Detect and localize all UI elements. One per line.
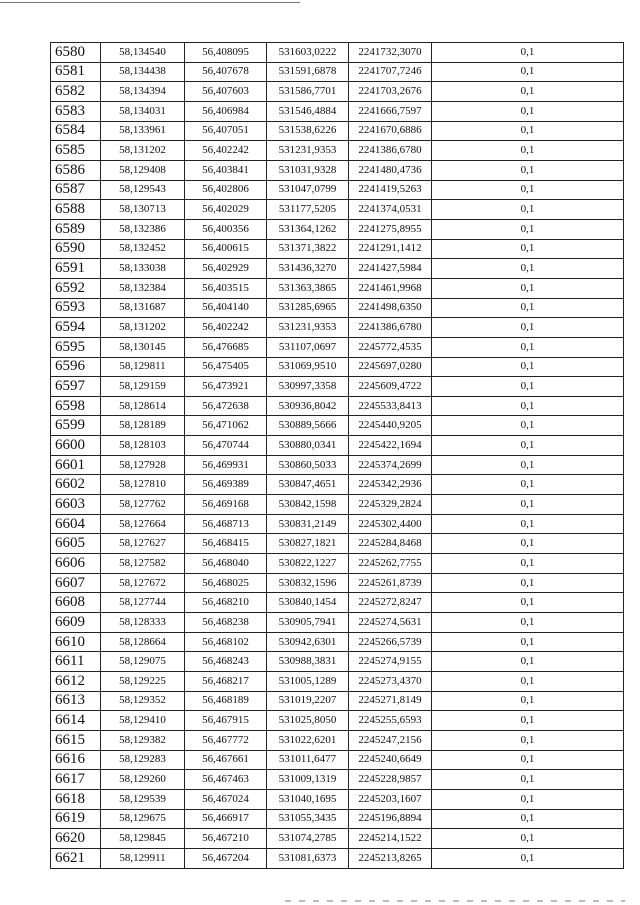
y-coordinate-cell: 2245266,5739 <box>349 632 432 652</box>
x-coordinate-cell: 530936,8042 <box>267 396 349 416</box>
x-coordinate-cell: 530997,3358 <box>267 377 349 397</box>
table-row <box>51 101 624 121</box>
table-row <box>51 377 624 397</box>
longitude-cell: 56,402242 <box>185 318 267 338</box>
point-number-cell: 6601 <box>51 455 101 475</box>
table-row <box>51 62 624 82</box>
latitude-cell: 58,129075 <box>101 652 185 672</box>
latitude-cell: 58,129260 <box>101 770 185 790</box>
longitude-cell: 56,468040 <box>185 554 267 574</box>
latitude-cell: 58,129352 <box>101 691 185 711</box>
table-row <box>51 573 624 593</box>
y-coordinate-cell: 2241386,6780 <box>349 318 432 338</box>
point-number-cell: 6599 <box>51 416 101 436</box>
latitude-cell: 58,127762 <box>101 495 185 515</box>
latitude-cell: 58,131202 <box>101 141 185 161</box>
point-number-cell: 6584 <box>51 121 101 141</box>
y-coordinate-cell: 2245422,1694 <box>349 436 432 456</box>
x-coordinate-cell: 531107,0697 <box>267 337 349 357</box>
accuracy-cell: 0,1 <box>432 62 624 82</box>
table-row <box>51 495 624 515</box>
accuracy-cell: 0,1 <box>432 239 624 259</box>
point-number-cell: 6586 <box>51 160 101 180</box>
latitude-cell: 58,127582 <box>101 554 185 574</box>
table-row <box>51 160 624 180</box>
x-coordinate-cell: 530880,0341 <box>267 436 349 456</box>
x-coordinate-cell: 531074,2785 <box>267 829 349 849</box>
point-number-cell: 6594 <box>51 318 101 338</box>
accuracy-cell: 0,1 <box>432 82 624 102</box>
y-coordinate-cell: 2245255,6593 <box>349 711 432 731</box>
x-coordinate-cell: 531538,6226 <box>267 121 349 141</box>
accuracy-cell: 0,1 <box>432 632 624 652</box>
x-coordinate-cell: 531031,9328 <box>267 160 349 180</box>
point-number-cell: 6587 <box>51 180 101 200</box>
latitude-cell: 58,128664 <box>101 632 185 652</box>
x-coordinate-cell: 531011,6477 <box>267 750 349 770</box>
latitude-cell: 58,127672 <box>101 573 185 593</box>
accuracy-cell: 0,1 <box>432 593 624 613</box>
table-row <box>51 416 624 436</box>
latitude-cell: 58,134031 <box>101 101 185 121</box>
point-number-cell: 6583 <box>51 101 101 121</box>
latitude-cell: 58,129539 <box>101 789 185 809</box>
latitude-cell: 58,127928 <box>101 455 185 475</box>
point-number-cell: 6618 <box>51 789 101 809</box>
accuracy-cell: 0,1 <box>432 672 624 692</box>
longitude-cell: 56,467463 <box>185 770 267 790</box>
latitude-cell: 58,134394 <box>101 82 185 102</box>
longitude-cell: 56,468189 <box>185 691 267 711</box>
table-row <box>51 730 624 750</box>
x-coordinate-cell: 531025,8050 <box>267 711 349 731</box>
table-row <box>51 632 624 652</box>
table-row <box>51 613 624 633</box>
x-coordinate-cell: 531081,6373 <box>267 848 349 868</box>
accuracy-cell: 0,1 <box>432 318 624 338</box>
y-coordinate-cell: 2245196,8894 <box>349 809 432 829</box>
latitude-cell: 58,129543 <box>101 180 185 200</box>
point-number-cell: 6596 <box>51 357 101 377</box>
x-coordinate-cell: 531371,3822 <box>267 239 349 259</box>
accuracy-cell: 0,1 <box>432 514 624 534</box>
accuracy-cell: 0,1 <box>432 770 624 790</box>
longitude-cell: 56,468243 <box>185 652 267 672</box>
longitude-cell: 56,407603 <box>185 82 267 102</box>
x-coordinate-cell: 531586,7701 <box>267 82 349 102</box>
latitude-cell: 58,132452 <box>101 239 185 259</box>
y-coordinate-cell: 2245228,9857 <box>349 770 432 790</box>
accuracy-cell: 0,1 <box>432 141 624 161</box>
x-coordinate-cell: 531009,1319 <box>267 770 349 790</box>
point-number-cell: 6590 <box>51 239 101 259</box>
longitude-cell: 56,469168 <box>185 495 267 515</box>
latitude-cell: 58,131687 <box>101 298 185 318</box>
table-row <box>51 318 624 338</box>
x-coordinate-cell: 530842,1598 <box>267 495 349 515</box>
longitude-cell: 56,473921 <box>185 377 267 397</box>
point-number-cell: 6580 <box>51 43 101 63</box>
longitude-cell: 56,467210 <box>185 829 267 849</box>
y-coordinate-cell: 2241419,5263 <box>349 180 432 200</box>
longitude-cell: 56,468238 <box>185 613 267 633</box>
table-row <box>51 672 624 692</box>
table-row <box>51 396 624 416</box>
accuracy-cell: 0,1 <box>432 829 624 849</box>
accuracy-cell: 0,1 <box>432 691 624 711</box>
table-row <box>51 475 624 495</box>
accuracy-cell: 0,1 <box>432 730 624 750</box>
y-coordinate-cell: 2241427,5984 <box>349 259 432 279</box>
point-number-cell: 6604 <box>51 514 101 534</box>
table-row <box>51 180 624 200</box>
point-number-cell: 6588 <box>51 200 101 220</box>
point-number-cell: 6613 <box>51 691 101 711</box>
table-row <box>51 278 624 298</box>
x-coordinate-cell: 530889,5666 <box>267 416 349 436</box>
latitude-cell: 58,128333 <box>101 613 185 633</box>
x-coordinate-cell: 531005,1289 <box>267 672 349 692</box>
longitude-cell: 56,402242 <box>185 141 267 161</box>
point-number-cell: 6619 <box>51 809 101 829</box>
y-coordinate-cell: 2245440,9205 <box>349 416 432 436</box>
latitude-cell: 58,132386 <box>101 219 185 239</box>
accuracy-cell: 0,1 <box>432 278 624 298</box>
y-coordinate-cell: 2241291,1412 <box>349 239 432 259</box>
point-number-cell: 6600 <box>51 436 101 456</box>
table-row <box>51 848 624 868</box>
longitude-cell: 56,402029 <box>185 200 267 220</box>
point-number-cell: 6609 <box>51 613 101 633</box>
longitude-cell: 56,403841 <box>185 160 267 180</box>
y-coordinate-cell: 2245609,4722 <box>349 377 432 397</box>
longitude-cell: 56,400356 <box>185 219 267 239</box>
latitude-cell: 58,129675 <box>101 809 185 829</box>
table-row <box>51 219 624 239</box>
longitude-cell: 56,402929 <box>185 259 267 279</box>
y-coordinate-cell: 2245203,1607 <box>349 789 432 809</box>
accuracy-cell: 0,1 <box>432 43 624 63</box>
x-coordinate-cell: 531047,0799 <box>267 180 349 200</box>
y-coordinate-cell: 2245772,4535 <box>349 337 432 357</box>
longitude-cell: 56,468713 <box>185 514 267 534</box>
point-number-cell: 6605 <box>51 534 101 554</box>
accuracy-cell: 0,1 <box>432 554 624 574</box>
accuracy-cell: 0,1 <box>432 101 624 121</box>
table-row <box>51 141 624 161</box>
point-number-cell: 6607 <box>51 573 101 593</box>
accuracy-cell: 0,1 <box>432 259 624 279</box>
coordinates-table <box>50 42 624 869</box>
latitude-cell: 58,127664 <box>101 514 185 534</box>
point-number-cell: 6592 <box>51 278 101 298</box>
y-coordinate-cell: 2245271,8149 <box>349 691 432 711</box>
y-coordinate-cell: 2245214,1522 <box>349 829 432 849</box>
longitude-cell: 56,469389 <box>185 475 267 495</box>
accuracy-cell: 0,1 <box>432 121 624 141</box>
accuracy-cell: 0,1 <box>432 455 624 475</box>
accuracy-cell: 0,1 <box>432 298 624 318</box>
point-number-cell: 6589 <box>51 219 101 239</box>
x-coordinate-cell: 530827,1821 <box>267 534 349 554</box>
latitude-cell: 58,127810 <box>101 475 185 495</box>
table-row <box>51 711 624 731</box>
longitude-cell: 56,402806 <box>185 180 267 200</box>
longitude-cell: 56,467024 <box>185 789 267 809</box>
x-coordinate-cell: 530860,5033 <box>267 455 349 475</box>
x-coordinate-cell: 531591,6878 <box>267 62 349 82</box>
x-coordinate-cell: 531436,3270 <box>267 259 349 279</box>
y-coordinate-cell: 2245302,4400 <box>349 514 432 534</box>
longitude-cell: 56,472638 <box>185 396 267 416</box>
longitude-cell: 56,467204 <box>185 848 267 868</box>
latitude-cell: 58,128103 <box>101 436 185 456</box>
accuracy-cell: 0,1 <box>432 160 624 180</box>
longitude-cell: 56,467661 <box>185 750 267 770</box>
x-coordinate-cell: 531231,9353 <box>267 141 349 161</box>
accuracy-cell: 0,1 <box>432 750 624 770</box>
point-number-cell: 6614 <box>51 711 101 731</box>
y-coordinate-cell: 2245342,2936 <box>349 475 432 495</box>
accuracy-cell: 0,1 <box>432 652 624 672</box>
longitude-cell: 56,467915 <box>185 711 267 731</box>
accuracy-cell: 0,1 <box>432 534 624 554</box>
y-coordinate-cell: 2245247,2156 <box>349 730 432 750</box>
latitude-cell: 58,133038 <box>101 259 185 279</box>
table-row <box>51 82 624 102</box>
longitude-cell: 56,467772 <box>185 730 267 750</box>
latitude-cell: 58,128614 <box>101 396 185 416</box>
longitude-cell: 56,468210 <box>185 593 267 613</box>
table-row <box>51 239 624 259</box>
longitude-cell: 56,466917 <box>185 809 267 829</box>
longitude-cell: 56,468102 <box>185 632 267 652</box>
y-coordinate-cell: 2245213,8265 <box>349 848 432 868</box>
accuracy-cell: 0,1 <box>432 337 624 357</box>
longitude-cell: 56,469931 <box>185 455 267 475</box>
table-row <box>51 259 624 279</box>
table-row <box>51 121 624 141</box>
x-coordinate-cell: 530822,1227 <box>267 554 349 574</box>
point-number-cell: 6597 <box>51 377 101 397</box>
y-coordinate-cell: 2241498,6350 <box>349 298 432 318</box>
header-rule <box>0 2 300 3</box>
table-row <box>51 436 624 456</box>
coordinates-table-body <box>51 43 624 869</box>
accuracy-cell: 0,1 <box>432 416 624 436</box>
x-coordinate-cell: 530840,1454 <box>267 593 349 613</box>
x-coordinate-cell: 531285,6965 <box>267 298 349 318</box>
x-coordinate-cell: 531040,1695 <box>267 789 349 809</box>
point-number-cell: 6615 <box>51 730 101 750</box>
longitude-cell: 56,408095 <box>185 43 267 63</box>
x-coordinate-cell: 530942,6301 <box>267 632 349 652</box>
x-coordinate-cell: 531364,1262 <box>267 219 349 239</box>
y-coordinate-cell: 2245284,8468 <box>349 534 432 554</box>
point-number-cell: 6611 <box>51 652 101 672</box>
table-row <box>51 652 624 672</box>
accuracy-cell: 0,1 <box>432 613 624 633</box>
table-row <box>51 357 624 377</box>
accuracy-cell: 0,1 <box>432 219 624 239</box>
y-coordinate-cell: 2245274,9155 <box>349 652 432 672</box>
point-number-cell: 6612 <box>51 672 101 692</box>
latitude-cell: 58,134540 <box>101 43 185 63</box>
table-row <box>51 593 624 613</box>
point-number-cell: 6598 <box>51 396 101 416</box>
point-number-cell: 6606 <box>51 554 101 574</box>
y-coordinate-cell: 2245261,8739 <box>349 573 432 593</box>
latitude-cell: 58,129408 <box>101 160 185 180</box>
table-row <box>51 750 624 770</box>
latitude-cell: 58,129225 <box>101 672 185 692</box>
y-coordinate-cell: 2245533,8413 <box>349 396 432 416</box>
latitude-cell: 58,129410 <box>101 711 185 731</box>
latitude-cell: 58,127627 <box>101 534 185 554</box>
table-row <box>51 770 624 790</box>
x-coordinate-cell: 530847,4651 <box>267 475 349 495</box>
latitude-cell: 58,131202 <box>101 318 185 338</box>
accuracy-cell: 0,1 <box>432 475 624 495</box>
y-coordinate-cell: 2241707,7246 <box>349 62 432 82</box>
latitude-cell: 58,127744 <box>101 593 185 613</box>
accuracy-cell: 0,1 <box>432 848 624 868</box>
y-coordinate-cell: 2241732,3070 <box>349 43 432 63</box>
x-coordinate-cell: 530988,3831 <box>267 652 349 672</box>
longitude-cell: 56,468025 <box>185 573 267 593</box>
accuracy-cell: 0,1 <box>432 180 624 200</box>
longitude-cell: 56,471062 <box>185 416 267 436</box>
latitude-cell: 58,129283 <box>101 750 185 770</box>
longitude-cell: 56,407051 <box>185 121 267 141</box>
table-row <box>51 789 624 809</box>
point-number-cell: 6620 <box>51 829 101 849</box>
longitude-cell: 56,468217 <box>185 672 267 692</box>
page-footer-marks <box>285 900 625 902</box>
table-row <box>51 829 624 849</box>
latitude-cell: 58,129811 <box>101 357 185 377</box>
y-coordinate-cell: 2245262,7755 <box>349 554 432 574</box>
latitude-cell: 58,129845 <box>101 829 185 849</box>
longitude-cell: 56,468415 <box>185 534 267 554</box>
y-coordinate-cell: 2241275,8955 <box>349 219 432 239</box>
x-coordinate-cell: 531603,0222 <box>267 43 349 63</box>
point-number-cell: 6610 <box>51 632 101 652</box>
latitude-cell: 58,130713 <box>101 200 185 220</box>
table-row <box>51 534 624 554</box>
latitude-cell: 58,134438 <box>101 62 185 82</box>
x-coordinate-cell: 531055,3435 <box>267 809 349 829</box>
x-coordinate-cell: 531177,5205 <box>267 200 349 220</box>
latitude-cell: 58,133961 <box>101 121 185 141</box>
latitude-cell: 58,129911 <box>101 848 185 868</box>
accuracy-cell: 0,1 <box>432 495 624 515</box>
longitude-cell: 56,475405 <box>185 357 267 377</box>
y-coordinate-cell: 2241374,0531 <box>349 200 432 220</box>
y-coordinate-cell: 2241480,4736 <box>349 160 432 180</box>
point-number-cell: 6617 <box>51 770 101 790</box>
longitude-cell: 56,403515 <box>185 278 267 298</box>
table-row <box>51 809 624 829</box>
longitude-cell: 56,404140 <box>185 298 267 318</box>
x-coordinate-cell: 531231,9353 <box>267 318 349 338</box>
latitude-cell: 58,129159 <box>101 377 185 397</box>
table-row <box>51 691 624 711</box>
point-number-cell: 6585 <box>51 141 101 161</box>
accuracy-cell: 0,1 <box>432 436 624 456</box>
x-coordinate-cell: 531069,9510 <box>267 357 349 377</box>
x-coordinate-cell: 531022,6201 <box>267 730 349 750</box>
point-number-cell: 6591 <box>51 259 101 279</box>
longitude-cell: 56,400615 <box>185 239 267 259</box>
accuracy-cell: 0,1 <box>432 573 624 593</box>
longitude-cell: 56,476685 <box>185 337 267 357</box>
point-number-cell: 6582 <box>51 82 101 102</box>
table-row <box>51 554 624 574</box>
latitude-cell: 58,128189 <box>101 416 185 436</box>
y-coordinate-cell: 2245274,5631 <box>349 613 432 633</box>
point-number-cell: 6602 <box>51 475 101 495</box>
longitude-cell: 56,407678 <box>185 62 267 82</box>
y-coordinate-cell: 2241386,6780 <box>349 141 432 161</box>
table-row <box>51 298 624 318</box>
latitude-cell: 58,130145 <box>101 337 185 357</box>
x-coordinate-cell: 531019,2207 <box>267 691 349 711</box>
accuracy-cell: 0,1 <box>432 377 624 397</box>
point-number-cell: 6603 <box>51 495 101 515</box>
point-number-cell: 6621 <box>51 848 101 868</box>
y-coordinate-cell: 2245273,4370 <box>349 672 432 692</box>
accuracy-cell: 0,1 <box>432 396 624 416</box>
point-number-cell: 6593 <box>51 298 101 318</box>
latitude-cell: 58,129382 <box>101 730 185 750</box>
longitude-cell: 56,406984 <box>185 101 267 121</box>
y-coordinate-cell: 2245374,2699 <box>349 455 432 475</box>
y-coordinate-cell: 2241703,2676 <box>349 82 432 102</box>
table-row <box>51 200 624 220</box>
y-coordinate-cell: 2245272,8247 <box>349 593 432 613</box>
y-coordinate-cell: 2245329,2824 <box>349 495 432 515</box>
x-coordinate-cell: 530832,1596 <box>267 573 349 593</box>
y-coordinate-cell: 2241670,6886 <box>349 121 432 141</box>
x-coordinate-cell: 531546,4884 <box>267 101 349 121</box>
point-number-cell: 6616 <box>51 750 101 770</box>
table-row <box>51 455 624 475</box>
x-coordinate-cell: 530905,7941 <box>267 613 349 633</box>
accuracy-cell: 0,1 <box>432 789 624 809</box>
point-number-cell: 6608 <box>51 593 101 613</box>
accuracy-cell: 0,1 <box>432 809 624 829</box>
x-coordinate-cell: 530831,2149 <box>267 514 349 534</box>
table-row <box>51 337 624 357</box>
table-row <box>51 43 624 63</box>
accuracy-cell: 0,1 <box>432 711 624 731</box>
y-coordinate-cell: 2241461,9968 <box>349 278 432 298</box>
longitude-cell: 56,470744 <box>185 436 267 456</box>
y-coordinate-cell: 2245240,6649 <box>349 750 432 770</box>
table-row <box>51 514 624 534</box>
y-coordinate-cell: 2241666,7597 <box>349 101 432 121</box>
x-coordinate-cell: 531363,3865 <box>267 278 349 298</box>
latitude-cell: 58,132384 <box>101 278 185 298</box>
accuracy-cell: 0,1 <box>432 357 624 377</box>
accuracy-cell: 0,1 <box>432 200 624 220</box>
point-number-cell: 6595 <box>51 337 101 357</box>
point-number-cell: 6581 <box>51 62 101 82</box>
y-coordinate-cell: 2245697,0280 <box>349 357 432 377</box>
